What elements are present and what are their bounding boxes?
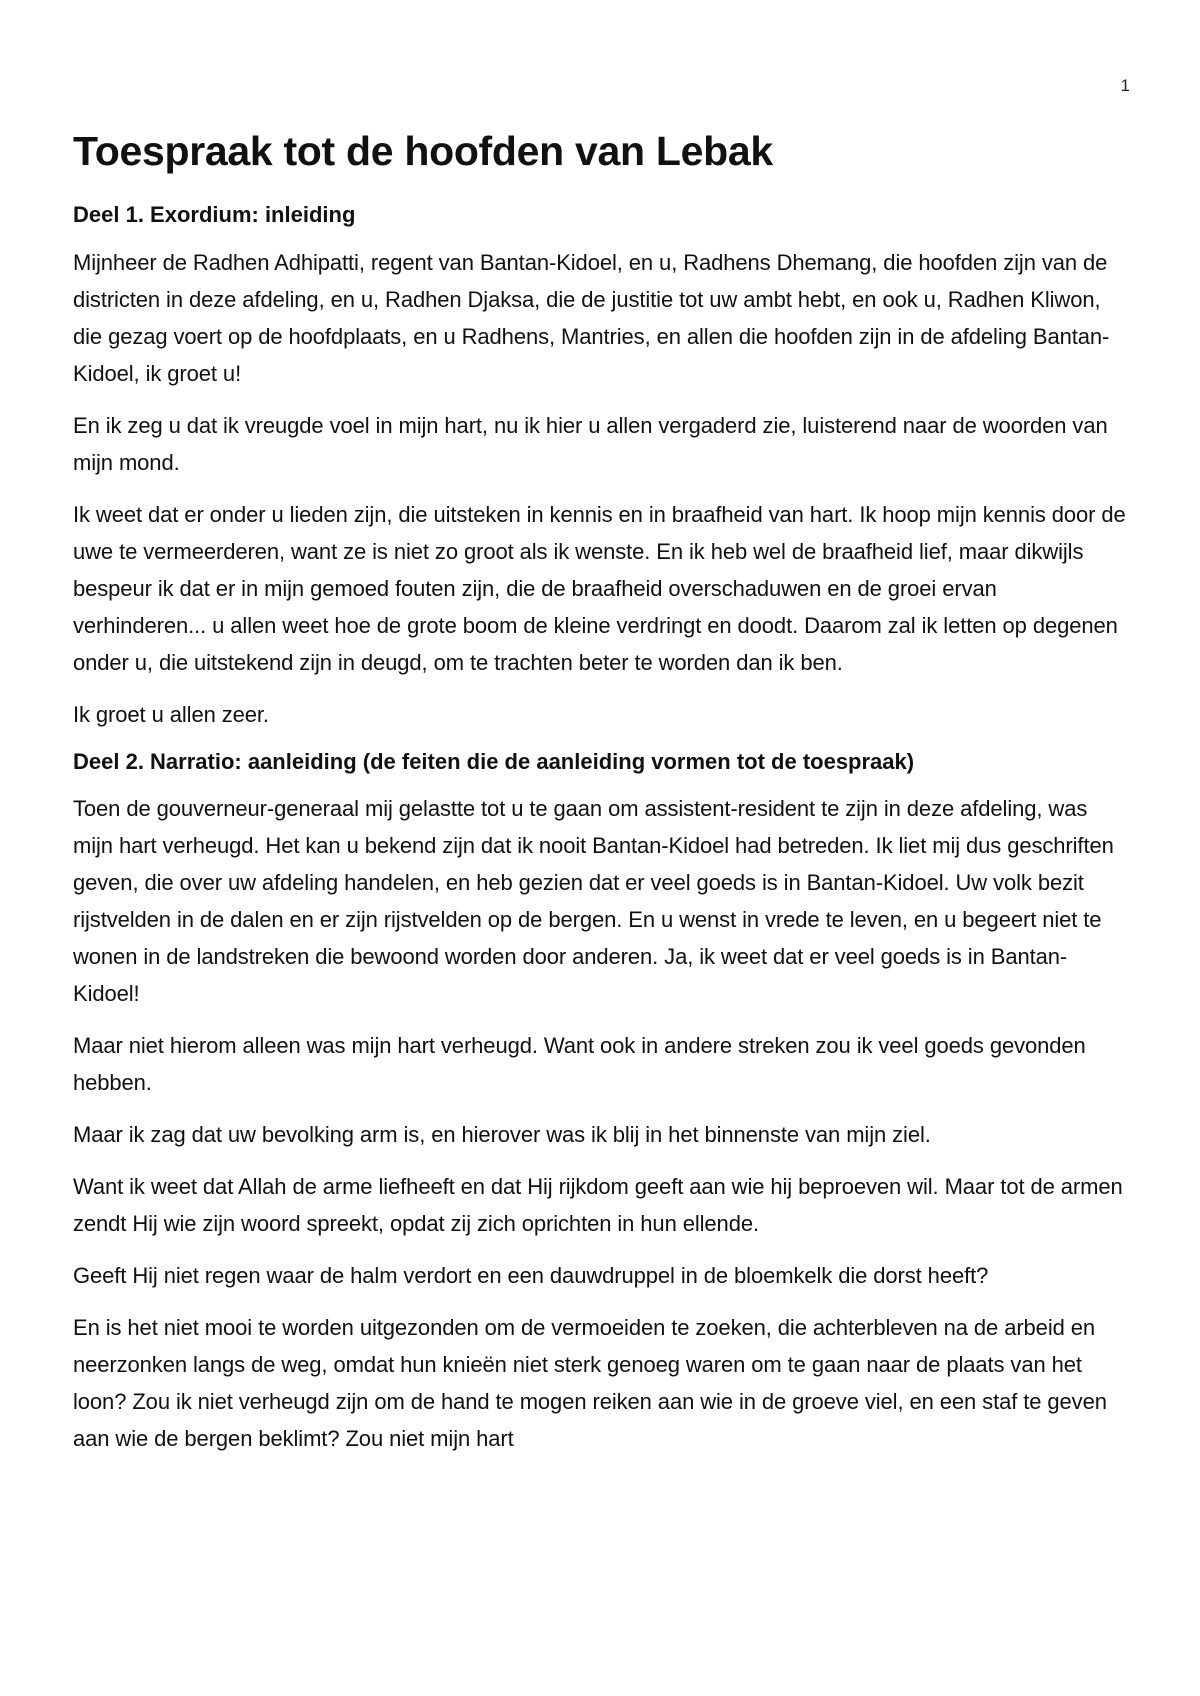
- document-title: Toespraak tot de hoofden van Lebak: [73, 128, 773, 174]
- paragraph: Toen de gouverneur-generaal mij gelastte tot u te gaan om assistent-resident te zijn in deze afdeling, was mijn hart verheugd. Het kan u bekend zijn dat ik nooit Bantan-Kidoel had betreden. Ik liet mij dus geschriften geven, die over uw afdeling handelen, en heb gezien dat er veel goeds is in Bantan-Kidoel. Uw volk bezit rijstvelden in de dalen en er zijn rijstvelden op de bergen. En u wenst in vrede te leven, en u begeert niet te wonen in de landstreken die bewoond worden door anderen. Ja, ik weet dat er veel goeds is in Bantan-Kidoel!: [73, 796, 1114, 1007]
- paragraph: En ik zeg u dat ik vreugde voel in mijn hart, nu ik hier u allen vergaderd zie, luisterend naar de woorden van mijn mond.: [73, 412, 1108, 475]
- section-heading: Deel 1. Exordium: inleiding: [73, 202, 356, 228]
- paragraph: Ik groet u allen zeer.: [73, 701, 269, 727]
- paragraph: Want ik weet dat Allah de arme liefheeft en dat Hij rijkdom geeft aan wie hij beproeven wil. Maar tot de armen zendt Hij wie zijn woord spreekt, opdat zij zich oprichten in hun ellende.: [73, 1174, 1123, 1237]
- paragraph: Ik weet dat er onder u lieden zijn, die uitsteken in kennis en in braafheid van hart. Ik hoop mijn kennis door de uwe te vermeerderen, want ze is niet zo groot als ik wenste. En ik heb wel de braafheid lief, maar dikwijls bespeur ik dat er in mijn gemoed fouten zijn, die de braafheid overschaduwen en de groei ervan verhinderen... u allen weet hoe de grote boom de kleine verdringt en doodt. Daarom zal ik letten op degenen onder u, die uitstekend zijn in deugd, om te trachten beter te worden dan ik ben.: [73, 501, 1126, 675]
- section-heading: Deel 2. Narratio: aanleiding (de feiten die de aanleiding vormen tot de toespraak): [73, 748, 915, 774]
- paragraph: Maar ik zag dat uw bevolking arm is, en hierover was ik blij in het binnenste van mijn ziel.: [73, 1122, 931, 1148]
- page-number: 1: [1120, 76, 1130, 95]
- section-exordium: [73, 201, 1128, 733]
- section-narratio: [73, 748, 1128, 1458]
- paragraph: Maar niet hierom alleen was mijn hart verheugd. Want ook in andere streken zou ik veel goeds gevonden hebben.: [73, 1033, 1086, 1096]
- paragraph: Geeft Hij niet regen waar de halm verdort en een dauwdruppel in de bloemkelk die dorst heeft?: [73, 1263, 989, 1289]
- paragraph: En is het niet mooi te worden uitgezonden om de vermoeiden te zoeken, die achterbleven na de arbeid en neerzonken langs de weg, omdat hun knieën niet sterk genoeg waren om te gaan naar de plaats van het loon? Zou ik niet verheugd zijn om de hand te mogen reiken aan wie in de groeve viel, en een staf te geven aan wie de bergen beklimt? Zou niet mijn hart: [73, 1315, 1107, 1452]
- paragraph: Mijnheer de Radhen Adhipatti, regent van Bantan-Kidoel, en u, Radhens Dhemang, die hoofden zijn van de districten in deze afdeling, en u, Radhen Djaksa, die de justitie tot uw ambt hebt, en ook u, Radhen Kliwon, die gezag voert op de hoofdplaats, en u Radhens, Mantries, en allen die hoofden zijn in de afdeling Bantan-Kidoel, ik groet u!: [73, 249, 1110, 386]
